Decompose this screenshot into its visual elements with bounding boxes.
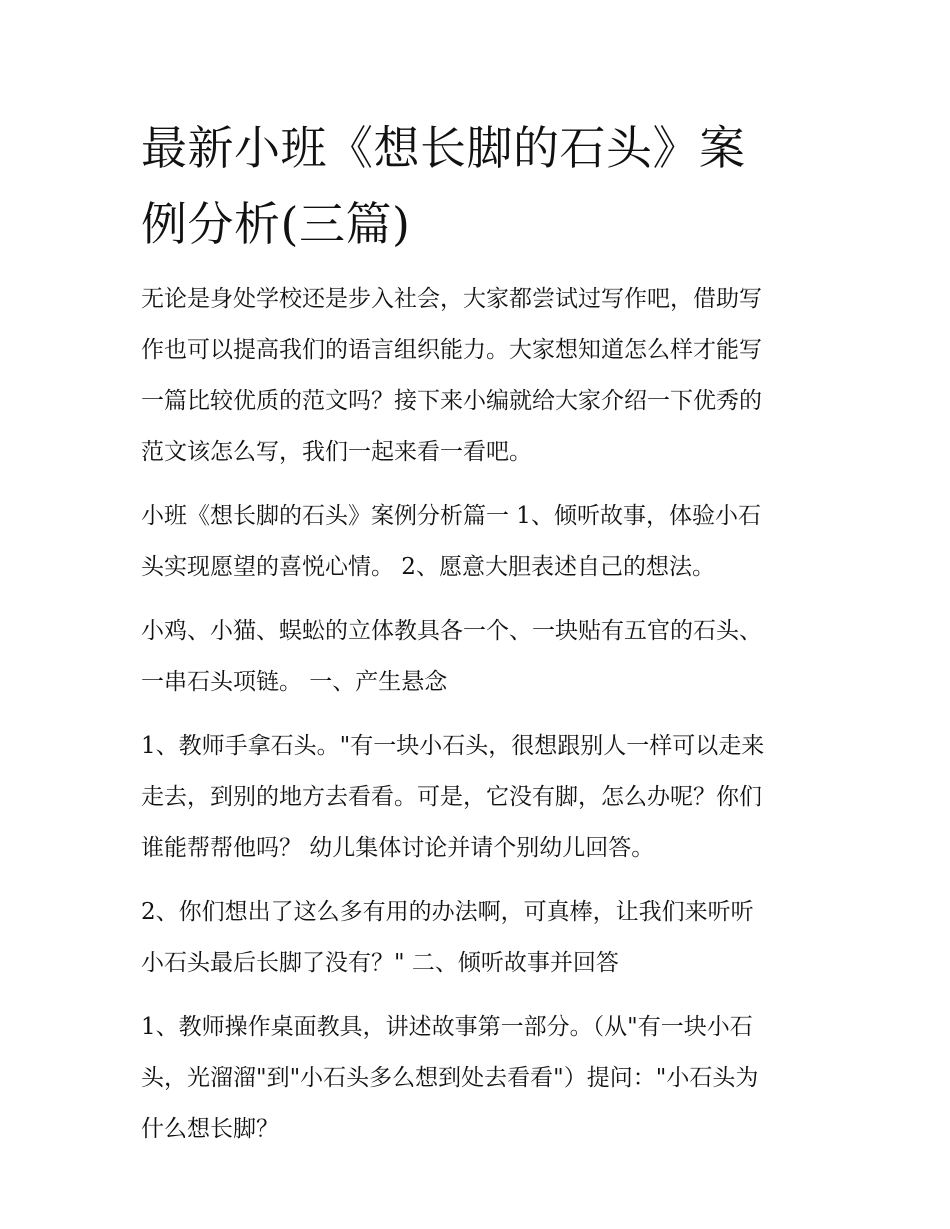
paragraph-materials (141, 606, 830, 708)
text-line: 范文该怎么写，我们一起来看一看吧。 (141, 439, 532, 465)
text-line: 小班《想长脚的石头》案例分析篇一 1、倾听故事，体验小石 (141, 503, 761, 529)
paragraph-step-2 (141, 887, 830, 989)
paragraph-goals (141, 491, 830, 593)
text-line: 无论是身处学校还是步入社会，大家都尝试过写作吧，借助写 (141, 286, 762, 312)
text-line: 1、教师操作桌面教具，讲述故事第一部分。（从"有一块小石 (141, 1014, 753, 1040)
title-line: 例分析(三篇) (141, 197, 411, 251)
title-line: 最新小班《想长脚的石头》案 (141, 121, 746, 175)
document-title (141, 110, 830, 262)
paragraph-step-1 (141, 721, 830, 874)
text-line: 一篇比较优质的范文吗？接下来小编就给大家介绍一下优秀的 (141, 388, 762, 414)
text-line: 作也可以提高我们的语言组织能力。大家想知道怎么样才能写 (141, 337, 762, 363)
paragraph-story-part-1 (141, 1002, 830, 1155)
text-line: 2、你们想出了这么多有用的办法啊，可真棒，让我们来听听 (141, 899, 754, 925)
text-line: 1、教师手拿石头。"有一块小石头，很想跟别人一样可以走来 (141, 733, 765, 759)
text-line: 一串石头项链。 一、产生悬念 (141, 669, 448, 695)
text-line: 头，光溜溜"到"小石头多么想到处去看看"）提问："小石头为 (141, 1065, 759, 1091)
text-line: 小石头最后长脚了没有？" 二、倾听故事并回答 (141, 950, 619, 976)
text-line: 头实现愿望的喜悦心情。 2、愿意大胆表述自己的想法。 (141, 554, 715, 580)
paragraph-intro (141, 274, 830, 478)
text-line: 谁能帮帮他吗？ 幼儿集体讨论并请个别幼儿回答。 (141, 835, 655, 861)
text-line: 小鸡、小猫、蜈蚣的立体教具各一个、一块贴有五官的石头、 (141, 618, 762, 644)
text-line: 什么想长脚？ (141, 1116, 279, 1142)
text-line: 走去，到别的地方去看看。可是，它没有脚，怎么办呢？你们 (141, 784, 762, 810)
document-body (141, 274, 830, 1155)
